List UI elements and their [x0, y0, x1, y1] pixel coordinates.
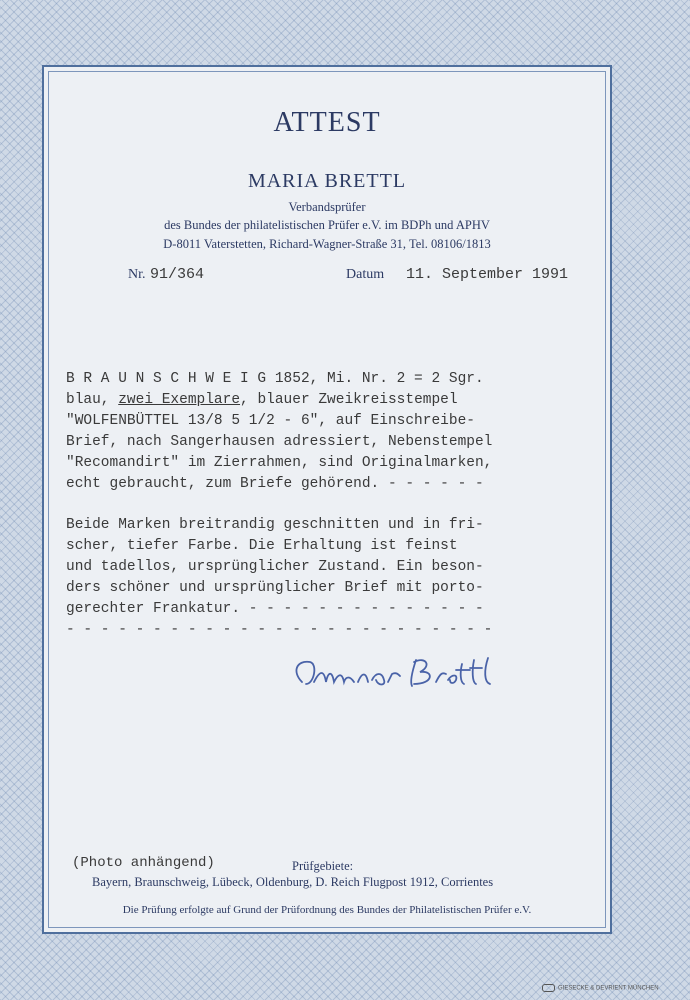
- nr-label: Nr.: [128, 267, 146, 282]
- description-line: Brief, nach Sangerhausen adressiert, Nebenstempel: [66, 434, 493, 450]
- printer-mark: GIESECKE & DEVRIENT MÜNCHEN: [542, 984, 659, 992]
- description-line: blau, zwei Exemplare, blauer Zweikreisstempel: [66, 392, 458, 408]
- certificate-panel: [42, 65, 612, 934]
- pruefung-note: Die Prüfung erfolgte auf Grund der Prüfordnung des Bundes der Philatelistischen Prüfer e.V.: [122, 904, 532, 916]
- handwritten-signature: [284, 642, 504, 702]
- description-line: B R A U N S C H W E I G 1852, Mi. Nr. 2 = 2 Sgr.: [66, 371, 484, 387]
- pruefgebiete-list: Bayern, Braunschweig, Lübeck, Oldenburg, D. Reich Flugpost 1912, Corrientes: [92, 875, 494, 889]
- assessment-line: - - - - - - - - - - - - - - - - - - - - - - - - -: [66, 622, 493, 638]
- printer-logo-icon: [542, 984, 555, 992]
- datum-value: 11. September 1991: [406, 266, 569, 283]
- assessment-line: scher, tiefer Farbe. Die Erhaltung ist feinst: [66, 538, 458, 554]
- nr-value: 91/364: [150, 266, 205, 283]
- description-line: "Recomandirt" im Zierrahmen, sind Originalmarken,: [66, 455, 493, 471]
- description-line: echt gebraucht, zum Briefe gehörend. - - - - - -: [66, 476, 484, 492]
- description-line: "WOLFENBÜTTEL 13/8 5 1/2 - 6", auf Einschreibe-: [66, 413, 475, 429]
- assessment-line: und tadellos, ursprünglicher Zustand. Ein beson-: [66, 559, 484, 575]
- examiner-association: des Bundes der philatelistischen Prüfer e.V. im BDPh und APHV: [164, 218, 490, 232]
- assessment-line: ders schöner und ursprünglicher Brief mit porto-: [66, 580, 484, 596]
- pruefgebiete-label: Prüfgebiete:: [292, 859, 354, 873]
- assessment-line: gerechter Frankatur. - - - - - - - - - - - - - -: [66, 601, 484, 617]
- examiner-address: D-8011 Vaterstetten, Richard-Wagner-Straße 31, Tel. 08106/1813: [163, 237, 491, 251]
- certificate-title: ATTEST: [273, 107, 381, 138]
- examiner-role: Verbandsprüfer: [288, 200, 366, 214]
- datum-label: Datum: [346, 267, 385, 282]
- assessment-line: Beide Marken breitrandig geschnitten und in fri-: [66, 517, 484, 533]
- photo-note: (Photo anhängend): [72, 855, 215, 871]
- examiner-name: MARIA BRETTL: [247, 170, 407, 192]
